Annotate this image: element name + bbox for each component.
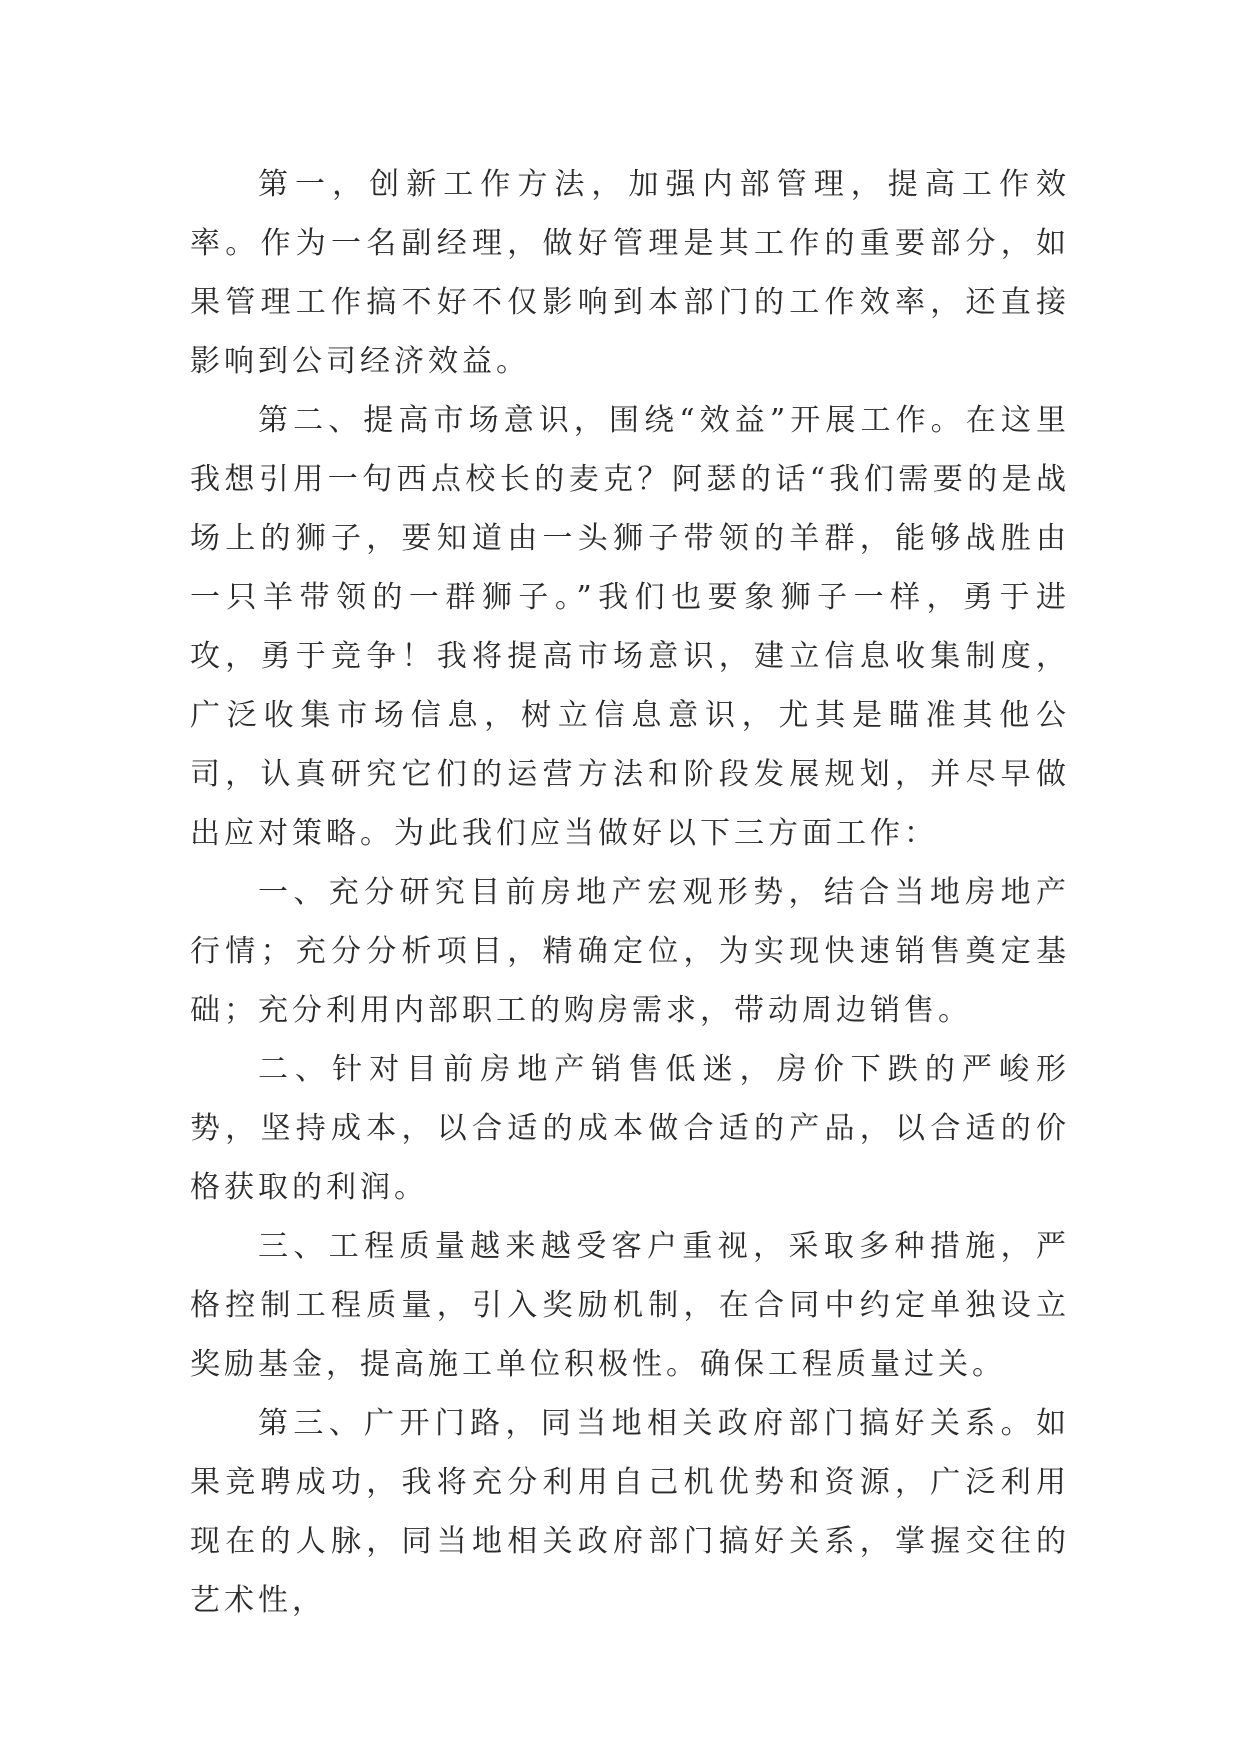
paragraph-4: 二、针对目前房地产销售低迷，房价下跌的严峻形势，坚持成本，以合适的成本做合适的产品，以合适的价格获取的利润。 <box>190 1052 1070 1205</box>
paragraph-1: 第一，创新工作方法，加强内部管理，提高工作效率。作为一名副经理，做好管理是其工作的重要部分，如果管理工作搞不好不仅影响到本部门的工作效率，还直接影响到公司经济效益。 <box>190 167 1070 379</box>
paragraph-3: 一、充分研究目前房地产宏观形势，结合当地房地产行情；充分分析项目，精确定位，为实现快速销售奠定基础；充分利用内部职工的购房需求，带动周边销售。 <box>190 875 1070 1028</box>
paragraph-5: 三、工程质量越来越受客户重视，采取多种措施，严格控制工程质量，引入奖励机制，在合同中约定单独设立奖励基金，提高施工单位积极性。确保工程质量过关。 <box>190 1229 1070 1382</box>
paragraph-6: 第三、广开门路，同当地相关政府部门搞好关系。如果竞聘成功，我将充分利用自己机优势和资源，广泛利用现在的人脉，同当地相关政府部门搞好关系，掌握交往的艺术性， <box>190 1406 1070 1618</box>
paragraph-2: 第二、提高市场意识，围绕“效益”开展工作。在这里我想引用一句西点校长的麦克？阿瑟的话“我们需要的是战场上的狮子，要知道由一头狮子带领的羊群，能够战胜由一只羊带领的一群狮子。”我们也要象狮子一样，勇于进攻，勇于竞争！我将提高市场意识，建立信息收集制度，广泛收集市场信息，树立信息意识，尤其是瞄准其他公司，认真研究它们的运营方法和阶段发展规划，并尽早做出应对策略。为此我们应当做好以下三方面工作： <box>190 403 1070 851</box>
document-body <box>190 155 1070 1630</box>
